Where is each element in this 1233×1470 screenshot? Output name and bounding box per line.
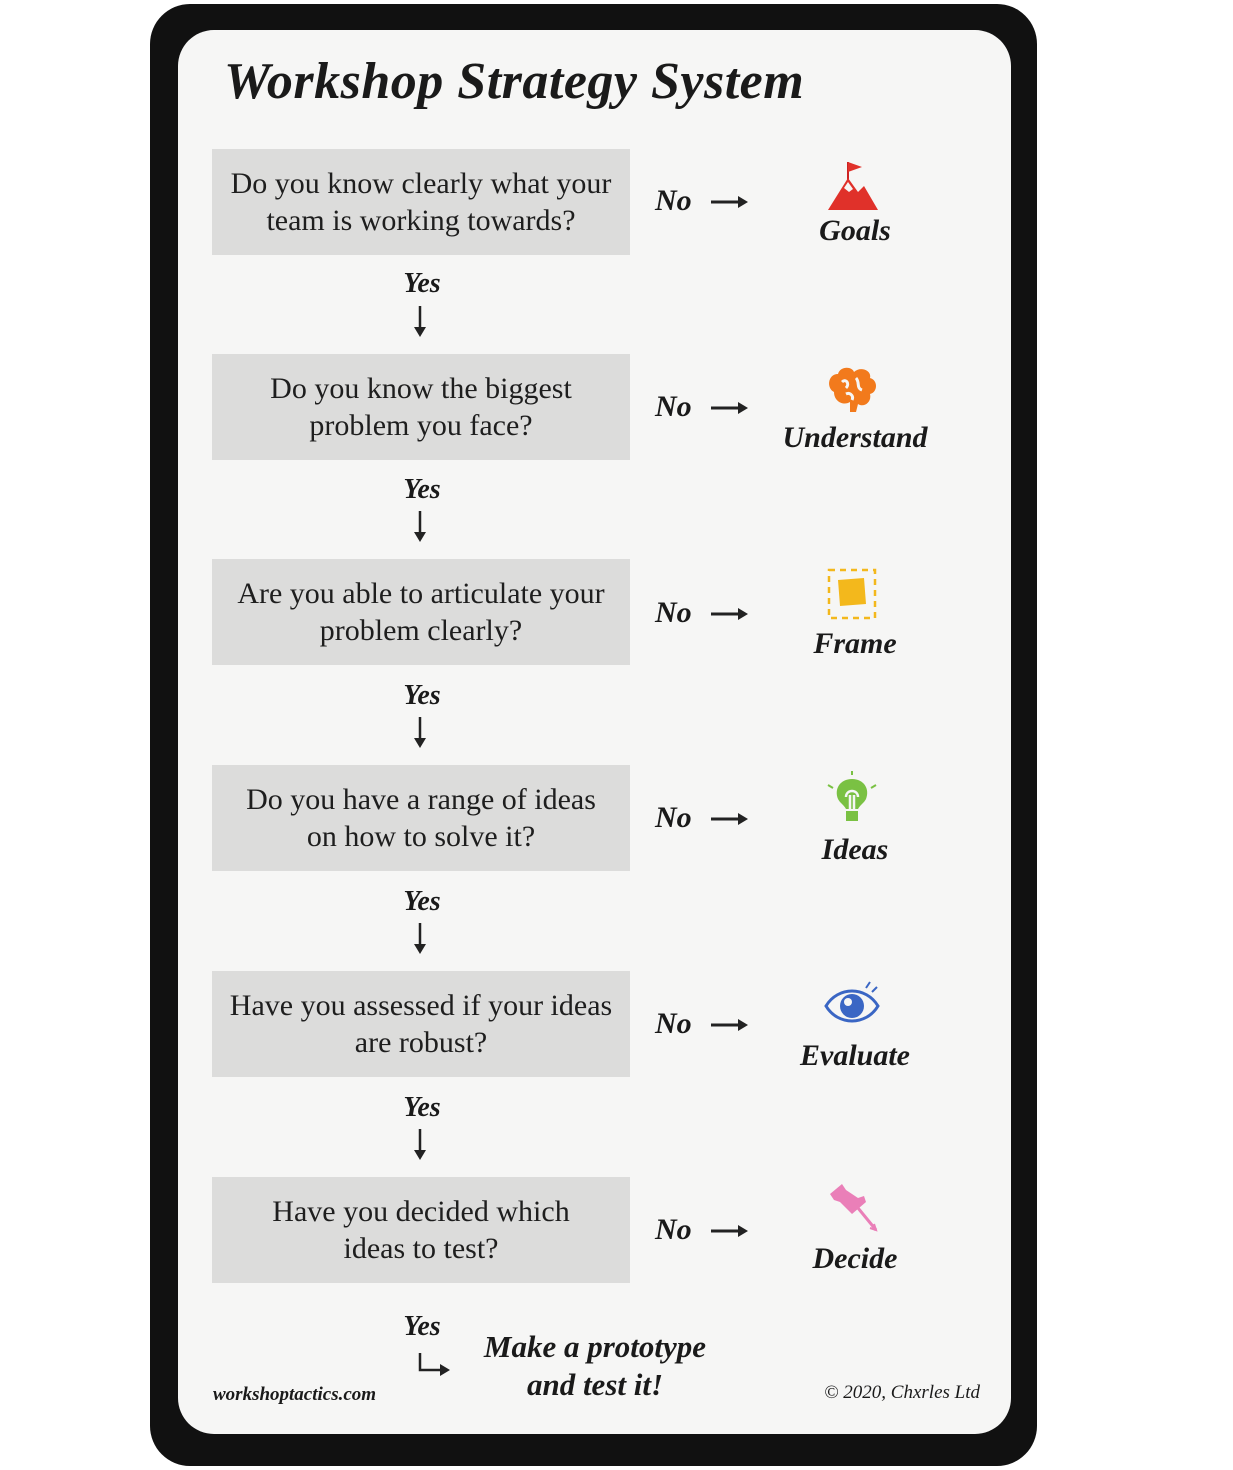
- yes-label: Yes: [403, 886, 441, 917]
- down-arrow-icon: [410, 510, 430, 544]
- question-box-decide: [212, 1177, 630, 1283]
- yes-label: Yes: [403, 680, 441, 711]
- question-text: Do you know the biggest problem you face?: [270, 372, 572, 442]
- yes-label: Yes: [403, 268, 441, 299]
- question-text: Have you decided which ideas to test?: [272, 1195, 570, 1265]
- stage-label-ideas: Ideas: [821, 833, 889, 866]
- question-text: Do you know clearly what your team is working towards?: [230, 167, 612, 237]
- right-arrow-icon: [710, 1017, 750, 1033]
- right-arrow-icon: [710, 194, 750, 210]
- stage-label-understand: Understand: [782, 421, 928, 454]
- no-label: No: [655, 184, 692, 217]
- no-label: No: [655, 1007, 692, 1040]
- pushpin-icon: [822, 1180, 882, 1236]
- final-action-line2: and test it!: [526, 1367, 664, 1402]
- frame-square-icon: [822, 566, 882, 622]
- stage-label-decide: Decide: [812, 1242, 898, 1275]
- website-link[interactable]: workshoptactics.com: [213, 1384, 377, 1405]
- right-arrow-icon: [710, 606, 750, 622]
- no-label: No: [655, 390, 692, 423]
- no-label: No: [655, 801, 692, 834]
- eye-icon: [822, 976, 882, 1032]
- stage-label-evaluate: Evaluate: [800, 1039, 910, 1072]
- stage-label-goals: Goals: [819, 214, 891, 247]
- no-label: No: [655, 596, 692, 629]
- down-arrow-icon: [410, 716, 430, 750]
- no-label: No: [655, 1213, 692, 1246]
- question-text: Do you have a range of ideas on how to solve it?: [246, 783, 596, 853]
- question-box-frame: [212, 559, 630, 665]
- down-arrow-icon: [410, 922, 430, 956]
- stage-label-frame: Frame: [813, 627, 897, 660]
- question-box-ideas: [212, 765, 630, 871]
- final-action-line1: Make a prototype: [483, 1329, 707, 1364]
- final-action: [470, 1328, 720, 1404]
- yes-label: Yes: [403, 1092, 441, 1123]
- question-box-evaluate: [212, 971, 630, 1077]
- right-arrow-icon: [710, 811, 750, 827]
- copyright-text: © 2020, Chxrles Ltd: [824, 1382, 980, 1403]
- down-arrow-icon: [410, 305, 430, 339]
- right-arrow-icon: [710, 400, 750, 416]
- card-title: Workshop Strategy System: [224, 53, 805, 110]
- mountain-flag-icon: [822, 158, 882, 214]
- question-text: Have you assessed if your ideas are robust?: [229, 989, 613, 1059]
- yes-label: Yes: [403, 1311, 441, 1342]
- right-arrow-icon: [710, 1223, 750, 1239]
- question-box-understand: [212, 354, 630, 460]
- yes-label: Yes: [403, 474, 441, 505]
- question-text: Are you able to articulate your problem clearly?: [237, 577, 605, 647]
- brain-icon: [822, 362, 882, 418]
- down-arrow-icon: [410, 1128, 430, 1162]
- corner-arrow-icon: [414, 1352, 454, 1378]
- lightbulb-icon: [822, 771, 882, 827]
- question-box-goals: [212, 149, 630, 255]
